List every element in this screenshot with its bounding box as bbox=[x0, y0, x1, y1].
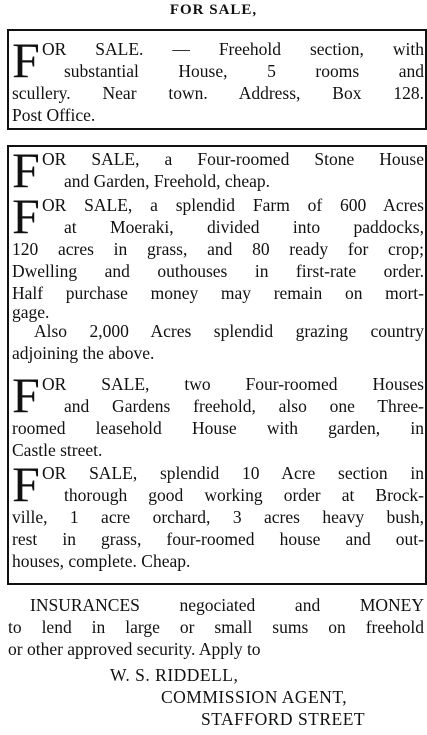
ad-line: and Garden, Freehold, cheap. bbox=[64, 171, 271, 191]
agent-title: COMMISSION AGENT, bbox=[161, 687, 348, 707]
ad-line: houses, complete. Cheap. bbox=[12, 551, 191, 571]
ad-5 bbox=[12, 456, 424, 577]
ad-line: Also 2,000 Acres splendid grazing country bbox=[34, 321, 424, 341]
ad-line: rest in grass, four-roomed house and out- bbox=[12, 529, 424, 549]
agent-address: STAFFORD STREET bbox=[201, 709, 366, 729]
ad-4 bbox=[12, 367, 424, 463]
ad-line: scullery. Near town. Address, Box 128. bbox=[12, 83, 424, 103]
ad-line: Half purchase money may remain on mort- bbox=[12, 283, 424, 303]
ad-line: ville, 1 acre orchard, 3 acres heavy bush, bbox=[12, 507, 424, 527]
ad-2 bbox=[12, 142, 424, 198]
ad-line: substantial House, 5 rooms and bbox=[64, 61, 424, 81]
insurance-notice bbox=[8, 594, 424, 734]
ad-line: Dwelling and outhouses in first-rate order. bbox=[12, 261, 424, 281]
notice-line: or other approved security. Apply to bbox=[8, 639, 261, 659]
notice-line: to lend in large or small sums on freehold bbox=[8, 617, 424, 637]
notice-line: INSURANCES negociated and MONEY bbox=[30, 595, 424, 615]
ad-line: and Gardens freehold, also one Three- bbox=[64, 396, 424, 416]
ad-line: thorough good working order at Brock- bbox=[64, 485, 424, 505]
drop-cap: F bbox=[12, 32, 40, 88]
drop-cap: F bbox=[12, 456, 40, 512]
ad-line: Post Office. bbox=[12, 105, 96, 125]
ad-line: roomed leasehold House with garden, in bbox=[12, 418, 424, 438]
drop-cap: F bbox=[12, 367, 40, 423]
ad-line: gage. bbox=[12, 302, 50, 322]
ad-line: at Moeraki, divided into paddocks, bbox=[64, 217, 424, 237]
ad-1 bbox=[12, 32, 424, 126]
drop-cap: F bbox=[12, 188, 40, 244]
ad-line: OR SALE. — Freehold section, with bbox=[42, 39, 424, 59]
ad-line: OR SALE, a Four-roomed Stone House bbox=[42, 149, 424, 169]
ad-line: adjoining the above. bbox=[12, 343, 155, 363]
ad-line: 120 acres in grass, and 80 ready for crop; bbox=[12, 239, 424, 259]
agent-name: W. S. RIDDELL, bbox=[110, 665, 239, 685]
ad-line: OR SALE, two Four-roomed Houses bbox=[42, 374, 424, 394]
ad-line: Castle street. bbox=[12, 440, 103, 460]
section-heading: FOR SALE, bbox=[169, 2, 258, 18]
ad-line: OR SALE, splendid 10 Acre section in bbox=[42, 463, 424, 483]
ad-3 bbox=[12, 188, 424, 370]
ad-line: OR SALE, a splendid Farm of 600 Acres bbox=[42, 195, 424, 215]
drop-cap: F bbox=[12, 142, 40, 198]
